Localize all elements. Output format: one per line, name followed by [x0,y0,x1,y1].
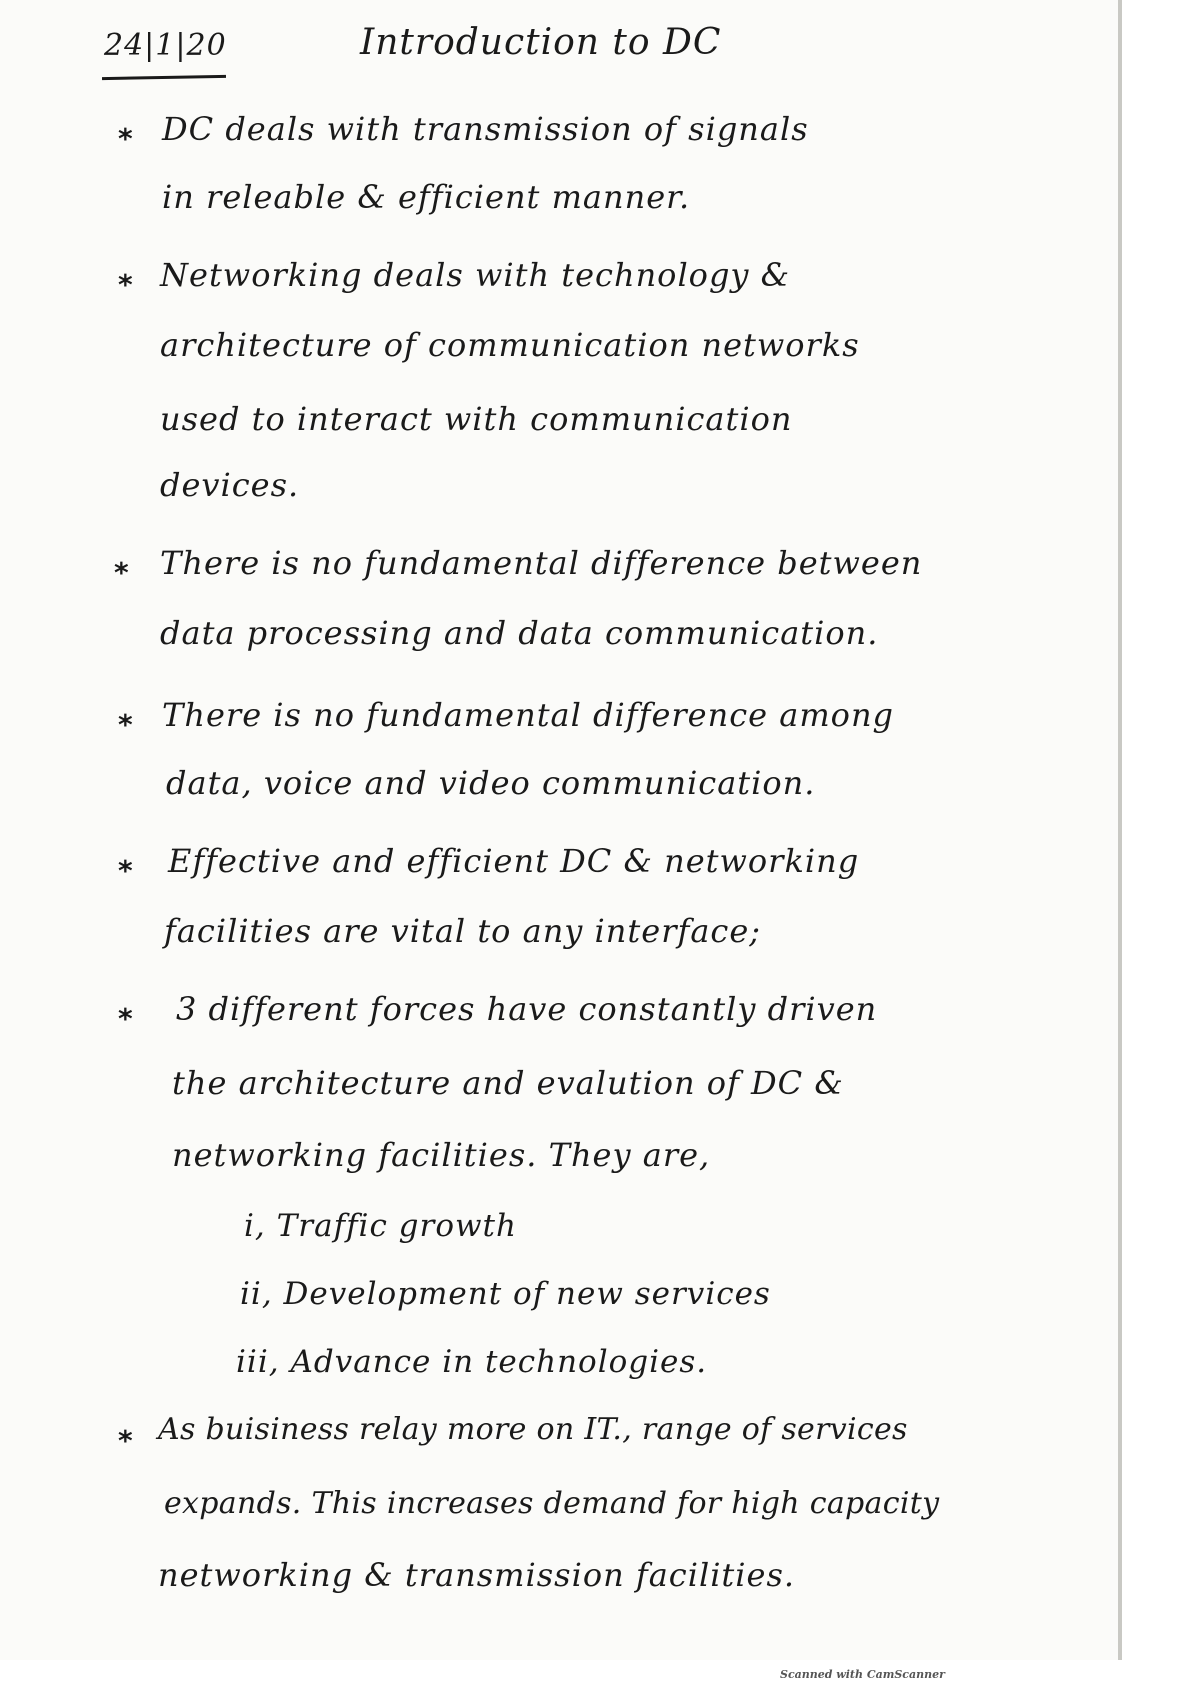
bullet-1-line-2: in releable & efficient manner. [162,178,691,216]
bullet-6-line-1: 3 different forces have constantly driven [176,990,878,1028]
bullet-2-line-1: Networking deals with technology & [160,256,791,294]
bullet-3-line-2: data processing and data communication. [160,614,879,652]
bullet-2-line-2: architecture of communication networks [160,326,860,364]
bullet-4-line-1: There is no fundamental difference among [162,696,895,734]
bullet-marker: * [118,1424,133,1457]
bullet-6-line-3: networking facilities. They are, [172,1136,711,1174]
bullet-5-line-1: Effective and efficient DC & networking [168,842,860,880]
page-title: Introduction to DC [360,22,722,63]
bullet-7-line-2: expands. This increases demand for high capacity [164,1486,940,1521]
bullet-6-line-2: the architecture and evalution of DC & [172,1064,844,1102]
bullet-2-line-3: used to interact with communication [160,400,793,438]
bullet-2-line-4: devices. [160,466,300,504]
bullet-marker: * [118,854,133,887]
bullet-marker: * [114,556,129,589]
force-item-1: i, Traffic growth [244,1208,517,1244]
force-item-2: ii, Development of new services [240,1276,771,1312]
bullet-1-line-1: DC deals with transmission of signals [162,110,809,148]
bullet-4-line-2: data, voice and video communication. [166,764,816,802]
note-date: 24|1|20 [104,28,227,63]
bullet-marker: * [118,708,133,741]
scanner-watermark: Scanned with CamScanner [780,1668,945,1681]
bullet-marker: * [118,1002,133,1035]
bullet-7-line-3: networking & transmission facilities. [158,1556,796,1594]
bullet-5-line-2: facilities are vital to any interface; [164,912,762,950]
bullet-7-line-1: As buisiness relay more on IT., range of services [158,1412,908,1447]
page-edge [1118,0,1122,1660]
scan-margin [0,1660,1200,1698]
force-item-3: iii, Advance in technologies. [236,1344,708,1380]
bullet-marker: * [118,122,133,155]
bullet-3-line-1: There is no fundamental difference between [160,544,923,582]
bullet-marker: * [118,268,133,301]
